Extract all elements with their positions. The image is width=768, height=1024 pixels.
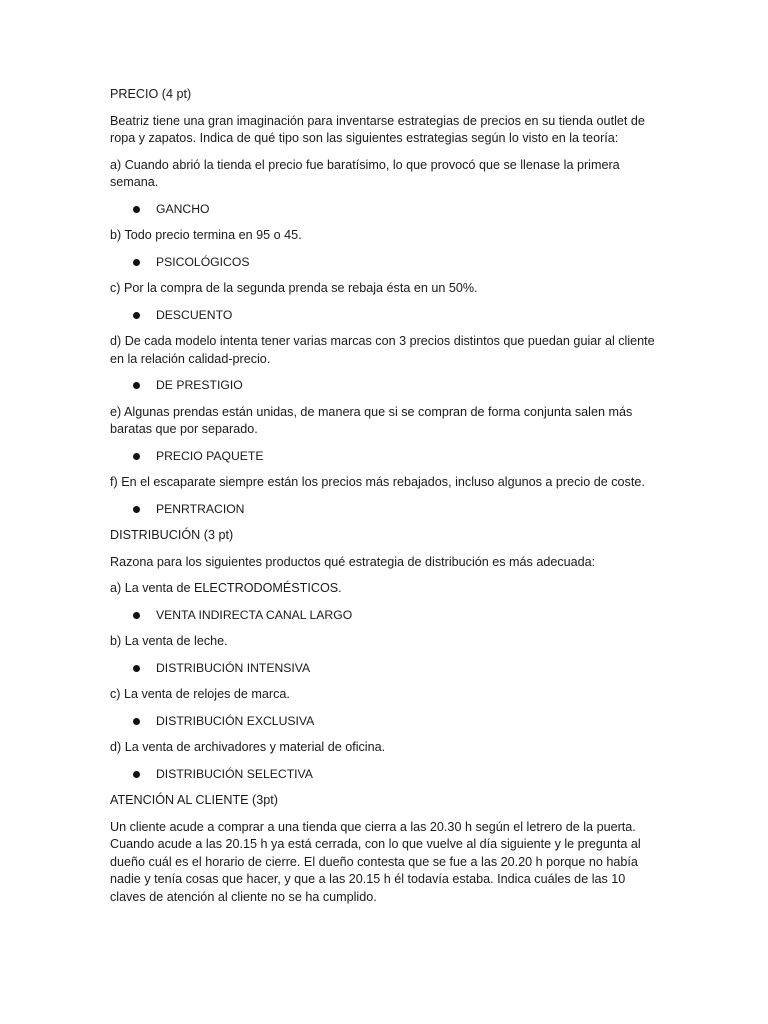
answer-text: PRECIO PAQUETE (156, 448, 264, 463)
section-heading-atencion: ATENCIÓN AL CLIENTE (3pt) (110, 793, 278, 807)
answer-text: PSICOLÓGICOS (156, 254, 250, 269)
bullet-icon (133, 612, 140, 619)
distribucion-intro: Razona para los siguientes productos qué estrategia de distribución es más adecuada: (110, 554, 596, 569)
bullet-icon (133, 206, 140, 213)
bullet-icon (133, 453, 140, 460)
bullet-icon (133, 718, 140, 725)
answer-text: DISTRIBUCIÓN EXCLUSIVA (156, 713, 315, 728)
distribucion-question-b: b) La venta de leche. (110, 634, 228, 648)
distribucion-question-c: c) La venta de relojes de marca. (110, 687, 290, 701)
document-page (110, 86, 658, 915)
answer-text: DISTRIBUCIÓN INTENSIVA (156, 660, 311, 675)
atencion-text: Un cliente acude a comprar a una tienda que cierra a las 20.30 h según el letrero de la puerta. Cuando acude a las 20.15 h ya está cerrada, con lo que vuelve al día siguiente y le pregunta al dueño cuál es el horario de cierre. El dueño contesta que se fue a las 20.20 h porque no había nadie y tenía cosas que hacer, y que a las 20.15 h él todavía estaba. Indica cuáles de las 10 claves de atención al cliente no se ha cumplido. (110, 819, 641, 904)
distribucion-question-a: a) La venta de ELECTRODOMÉSTICOS. (110, 581, 342, 595)
bullet-icon (133, 506, 140, 513)
distribucion-answer-a (156, 607, 658, 625)
answer-text: DE PRESTIGIO (156, 378, 243, 392)
precio-question-a: a) Cuando abrió la tienda el precio fue baratísimo, lo que provocó que se llenase la primera semana. (110, 157, 620, 189)
distribucion-answer-c (156, 713, 658, 731)
bullet-icon (133, 665, 140, 672)
bullet-icon (133, 382, 140, 389)
answer-text: PENRTRACION (156, 501, 245, 516)
precio-question-d: d) De cada modelo intenta tener varias marcas con 3 precios distintos que puedan guiar al cliente en la relación calidad-precio. (110, 334, 655, 366)
distribucion-answer-d (156, 766, 658, 784)
distribucion-question-d: d) La venta de archivadores y material de oficina. (110, 740, 386, 754)
precio-answer-a (156, 201, 658, 219)
answer-text: GANCHO (156, 201, 210, 216)
bullet-icon (133, 771, 140, 778)
precio-answer-f (156, 501, 658, 519)
bullet-icon (133, 312, 140, 319)
distribucion-answer-b (156, 660, 658, 678)
bullet-icon (133, 259, 140, 266)
answer-text: DISTRIBUCIÓN SELECTIVA (156, 766, 313, 781)
precio-question-f: f) En el escaparate siempre están los precios más rebajados, incluso algunos a precio de coste. (110, 475, 645, 489)
precio-question-c: c) Por la compra de la segunda prenda se rebaja ésta en un 50%. (110, 281, 478, 295)
answer-text: VENTA INDIRECTA CANAL LARGO (156, 607, 353, 622)
precio-answer-b (156, 254, 658, 272)
answer-text: DESCUENTO (156, 307, 233, 322)
precio-answer-e (156, 448, 658, 466)
precio-intro: Beatriz tiene una gran imaginación para inventarse estrategias de precios en su tienda outlet de ropa y zapatos. Indica de qué tipo son las siguientes estrategias según lo visto en la teoría: (110, 113, 645, 145)
precio-question-e: e) Algunas prendas están unidas, de manera que si se compran de forma conjunta salen más baratas que por separado. (110, 404, 633, 436)
section-heading-distribucion: DISTRIBUCIÓN (3 pt) (110, 528, 234, 542)
precio-question-b: b) Todo precio termina en 95 o 45. (110, 228, 302, 242)
section-heading-precio: PRECIO (4 pt) (110, 87, 192, 101)
precio-answer-c (156, 307, 658, 325)
precio-answer-d (156, 377, 658, 395)
